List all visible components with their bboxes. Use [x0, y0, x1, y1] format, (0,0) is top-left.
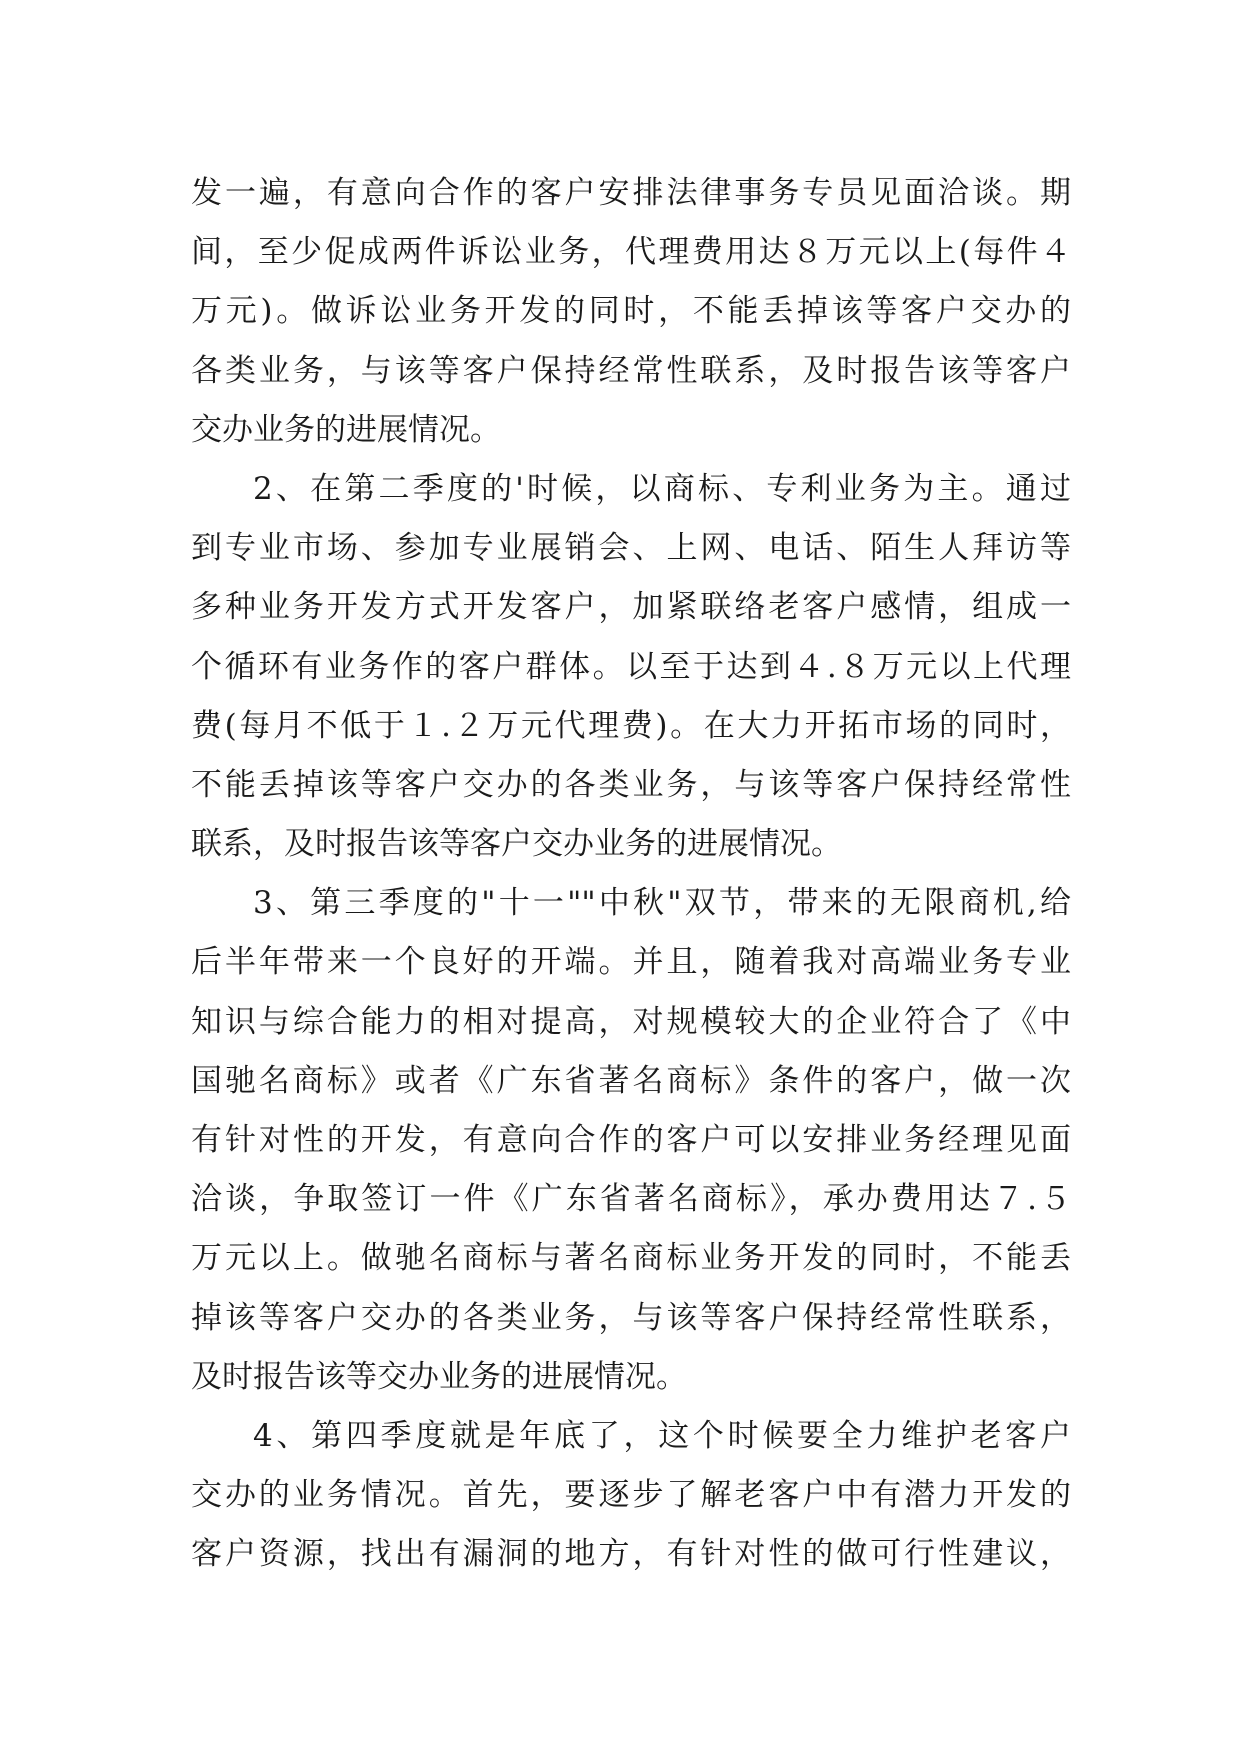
text-line: 到专业市场、参加专业展销会、上网、电话、陌生人拜访等 — [191, 530, 1071, 567]
text-line: 国驰名商标》或者《广东省著名商标》条件的客户，做一次 — [191, 1062, 1071, 1099]
text-line: 万元)。做诉讼业务开发的同时，不能丢掉该等客户交办的 — [191, 293, 1071, 330]
text-line: 洽谈，争取签订一件《广东省著名商标》，承办费用达７.５ — [191, 1181, 1071, 1218]
text-line: 联系，及时报告该等客户交办业务的进展情况。 — [191, 826, 842, 863]
text-line: 后半年带来一个良好的开端。并且，随着我对高端业务专业 — [191, 944, 1071, 981]
paragraph-4-first-line: 4、第四季度就是年底了，这个时候要全力维护老客户 — [253, 1417, 1071, 1454]
text-line: 各类业务，与该等客户保持经常性联系，及时报告该等客户 — [191, 352, 1071, 389]
text-line: 有针对性的开发，有意向合作的客户可以安排业务经理见面 — [191, 1122, 1071, 1158]
text-line: 交办的业务情况。首先，要逐步了解老客户中有潜力开发的 — [191, 1477, 1071, 1514]
text-line: 不能丢掉该等客户交办的各类业务，与该等客户保持经常性 — [191, 766, 1071, 803]
text-line: 间，至少促成两件诉讼业务，代理费用达８万元以上(每件４ — [191, 234, 1071, 271]
paragraph-2-first-line: 2、在第二季度的'时候，以商标、专利业务为主。通过 — [253, 470, 1071, 507]
text-line: 知识与综合能力的相对提高，对规模较大的企业符合了《中 — [191, 1003, 1071, 1040]
body-text — [191, 164, 1071, 1585]
text-line: 掉该等客户交办的各类业务，与该等客户保持经常性联系， — [191, 1299, 1071, 1336]
text-line: 费(每月不低于１.２万元代理费)。在大力开拓市场的同时， — [191, 707, 1071, 744]
text-line: 发一遍，有意向合作的客户安排法律事务专员见面洽谈。期 — [191, 175, 1071, 211]
text-line: 多种业务开发方式开发客户，加紧联络老客户感情，组成一 — [191, 589, 1071, 626]
text-line: 个循环有业务作的客户群体。以至于达到４.８万元以上代理 — [191, 648, 1071, 685]
text-line: 及时报告该等交办业务的进展情况。 — [191, 1358, 687, 1395]
paragraph-3-first-line: 3、第三季度的"十一""中秋"双节，带来的无限商机,给 — [253, 885, 1071, 922]
text-line: 客户资源，找出有漏洞的地方，有针对性的做可行性建议， — [191, 1536, 1071, 1573]
text-line: 万元以上。做驰名商标与著名商标业务开发的同时，不能丢 — [191, 1240, 1071, 1277]
text-line: 交办业务的进展情况。 — [191, 411, 501, 448]
